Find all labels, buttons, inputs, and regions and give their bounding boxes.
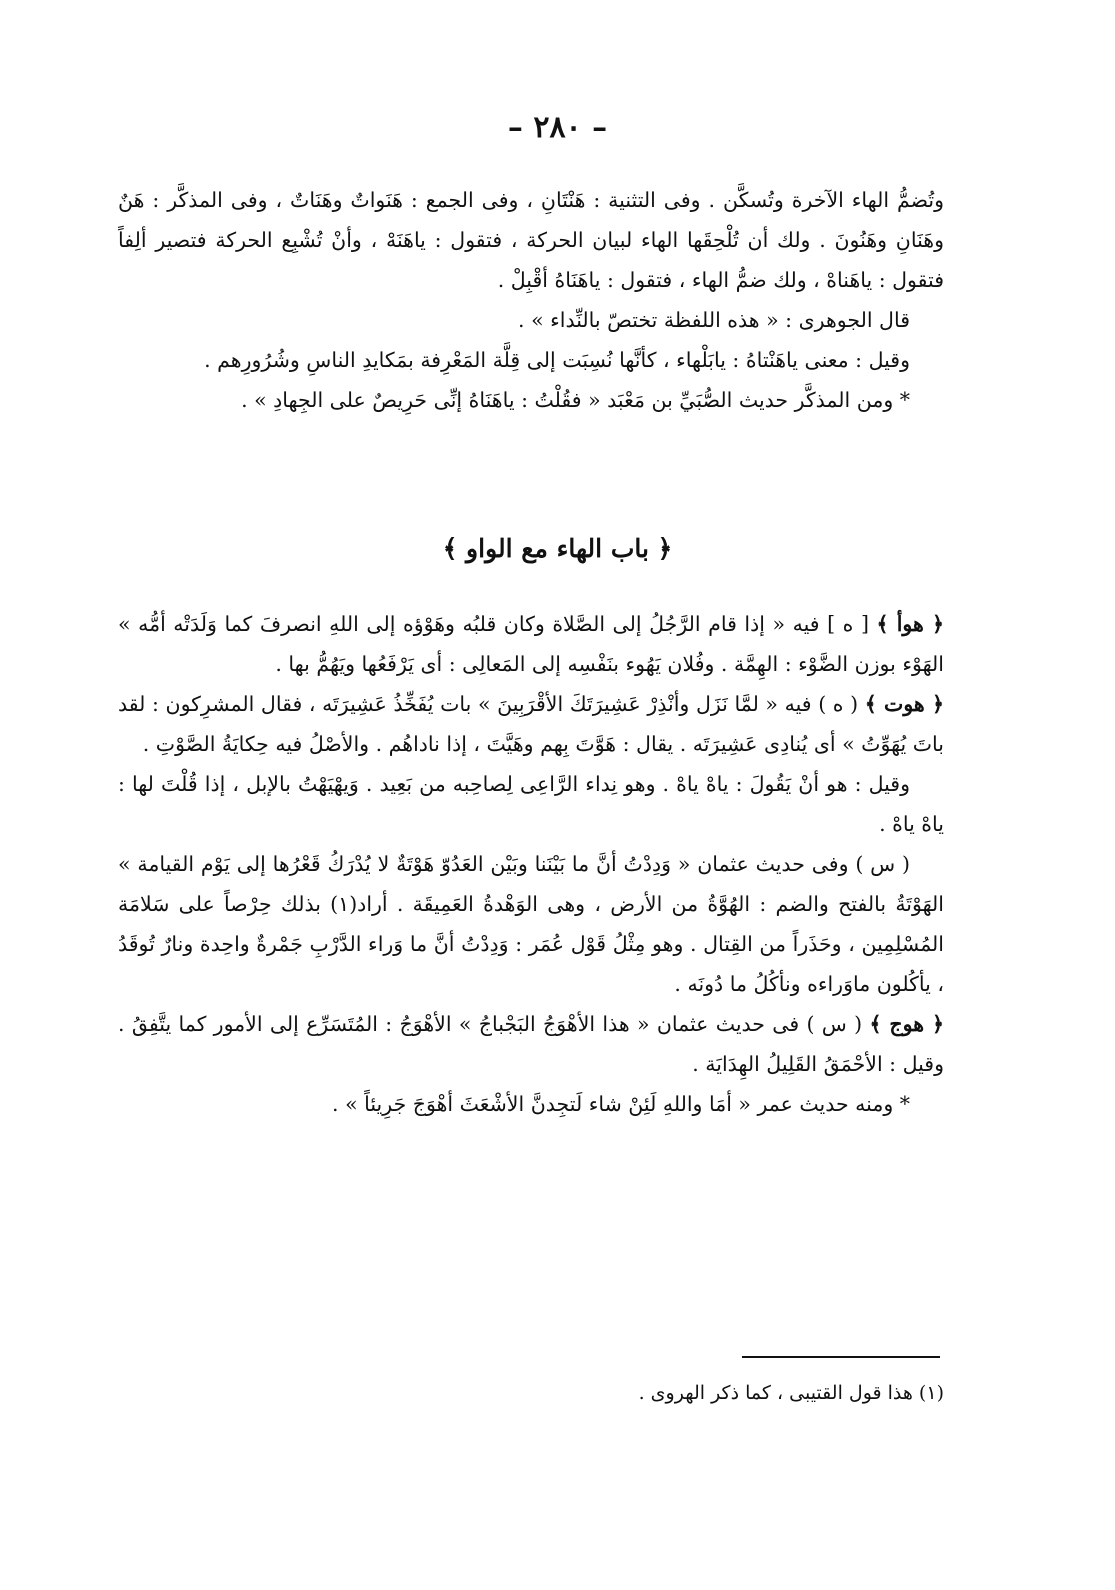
top-text-block — [118, 180, 944, 420]
chapter-heading: ﴿ باب الهاء مع الواو ﴾ — [442, 534, 673, 563]
entry-hawj — [118, 1004, 944, 1084]
entry-heading-hawt: ﴿ هوت ﴾ — [864, 692, 944, 716]
paragraph-subayy-hadith: * ومن المذكَّر حديث الصُّبَيِّ بن مَعْبَد « فقُلْتُ : ياهَنَاهُ إنِّى حَرِيصٌ على الجِهادِ » . — [241, 388, 910, 412]
entry-text-hawt: ( ه ) فيه « لمَّا نَزَل وأنْذِرْ عَشِيرَتَكَ الأقْرَبِينَ » بات يُفَخِّذُ عَشِيرَتَه ، فقال المشرِكون : لقد باتَ يُهَوِّتُ » أى يُنادِى عَشِيرَتَه . يقال : هَوَّتَ بِهم وهَيَّتَ ، إذا ناداهُم . والأصْلُ فيه حِكايَةُ الصَّوْتِ . — [118, 692, 944, 756]
entry-heading-hawj: ﴿ هوج ﴾ — [869, 1012, 944, 1036]
paragraph-hana-continuation: وتُضمُّ الهاء الآخرة وتُسكَّن . وفى التثنية : هَنْتَانِ ، وفى الجمع : هَنَواتٌ وهَنَاتٌ ، وفى المذكَّر : هَنٌ وهَنَانِ وهَنُونَ . ولك أن تُلْحِقَها الهاء لبيان الحركة ، فتقول : ياهَنَهْ ، وأنْ تُشْبِع الحركة فتصير ألِفاً فتقول : ياهَناهْ ، ولك ضمُّ الهاء ، فتقول : ياهَنَاهُ أقْبِلْ . — [118, 188, 944, 292]
footnote-divider — [742, 1356, 940, 1358]
entry-hawa — [118, 604, 944, 684]
page-number: – ٢٨٠ – — [507, 110, 608, 145]
entry-text-hawa: [ ه ] فيه « إذا قام الرَّجُلُ إلى الصَّلاة وكان قلبُه وهَوْؤه إلى اللهِ انصرفَ كما وَلَدَتْه أمُّه » الهَوْء بوزن الضَّوْء : الهِمَّة . وفُلان يَهُوء بنَفْسِه إلى المَعالِى : أى يَرْفَعُها ويَهُمُّ بها . — [118, 612, 944, 676]
entry-heading-hawa: ﴿ هوأ ﴾ — [876, 612, 944, 636]
entry-text-hawj: ( س ) فى حديث عثمان « هذا الأهْوَجُ البَجْباجُ » الأهْوَجُ : المُتَسَرِّع إلى الأمور كما يتَّفِقُ . وقيل : الأحْمَقُ القَلِيلُ الهِدَايَة . — [118, 1012, 944, 1076]
paragraph-jawhari-quote: قال الجوهرى : « هذه اللفظة تختصّ بالنِّداء » . — [518, 308, 910, 332]
paragraph-meaning-hantah: وقيل : معنى ياهَنْتاهُ : يابَلْهاء ، كأنَّها نُسِبَت إلى قِلَّة المَعْرِفة بمَكايدِ الناسِ وشُرُورِهم . — [204, 348, 910, 372]
footnote: (١) هذا قول القتيبى ، كما ذكر الهروى . — [638, 1382, 944, 1404]
entries-block — [118, 604, 944, 1124]
entry-hawt-para-2: وقيل : هو أنْ يَقُولَ : ياهْ ياهْ . وهو نِداء الرَّاعِى لِصاحِبه من بَعِيد . وَيهْيَهْتُ بالإبل ، إذا قُلْتَ لها : ياهْ ياهْ . — [118, 772, 944, 836]
entry-hawj-para-2: * ومنه حديث عمر « أمَا واللهِ لَئِنْ شاء لَتجِدنَّ الأشْعَثَ أهْوَجَ جَرِيئاً » . — [332, 1092, 910, 1116]
entry-hawt — [118, 684, 944, 764]
entry-hawt-para-3: ( س ) وفى حديث عثمان « وَدِدْتُ أنَّ ما بَيْنَنا وبَيْن العَدُوّ هَوْتَةٌ لا يُدْرَكُ قَعْرُها إلى يَوْم القيامة » الهَوْتَةُ بالفتح والضم : الهُوَّةُ من الأرض ، وهى الوَهْدةُ العَمِيقَة . أراد(١) بذلك حِرْصاً على سَلامَة المُسْلِمِين ، وحَذَراً من القِتال . وهو مِثْلُ قَوْل عُمَر : وَدِدْتُ أنَّ ما وَراء الدَّرْبِ جَمْرةٌ واحِدة ونارٌ تُوقَدُ ، يأكُلون ماوَراءه ونأكُلُ ما دُونَه . — [118, 852, 944, 996]
